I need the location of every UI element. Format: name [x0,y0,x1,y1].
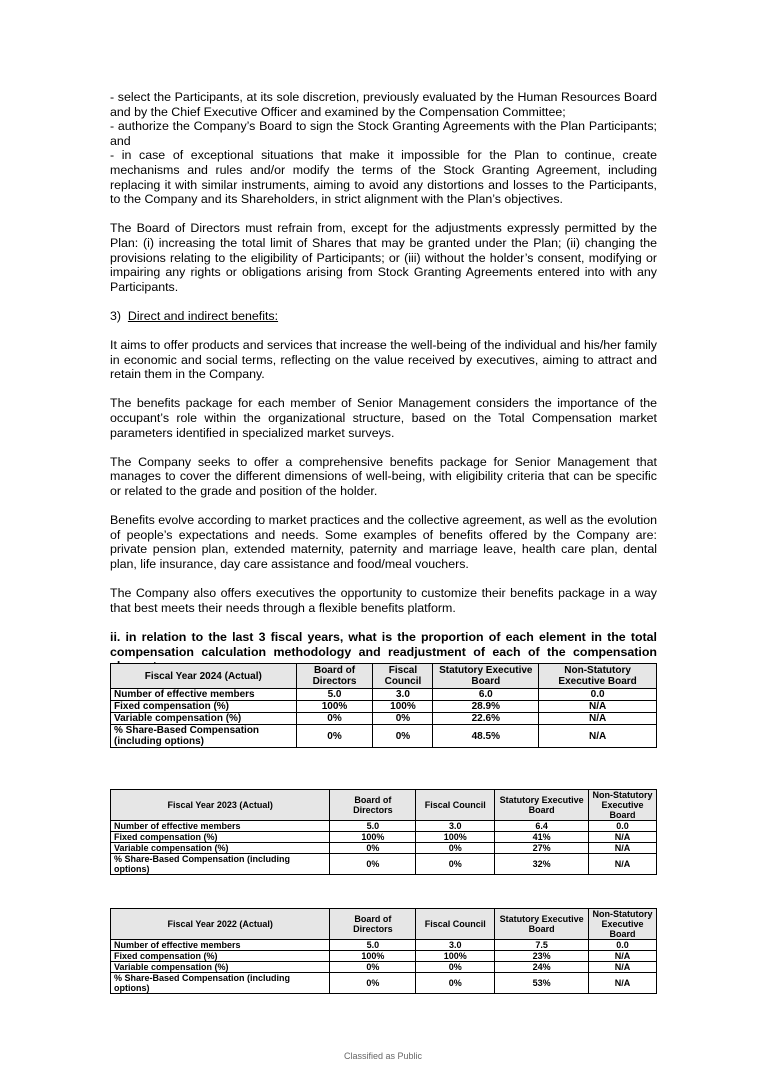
row-label: Variable compensation (%) [111,962,330,973]
row-label: Fixed compensation (%) [111,832,330,843]
cell: N/A [589,854,657,875]
paragraph-benefits-evolution: Benefits evolve according to market practices and the collective agreement, as well as the evolution of people’s expectations and needs. Some examples of benefits offered by the Company are: private pension plan, extended maternity, paternity and marriage leave, health care plan, dental plan, life insurance, day care assistance and food/meal vouchers. [110,513,657,571]
cell: 7.5 [495,940,589,951]
bullet-exceptional-situations: - in case of exceptional situations that make it impossible for the Plan to continue, create mechanisms and rules and/or modify the terms of the Stock Granting Agreement, including replacing it with similar instruments, aiming to avoid any distortions and losses to the Participants, to the Company and its Shareholders, in strict alignment with the Plan’s objectives. [110,148,657,207]
cell: 41% [495,832,589,843]
header-statutory-board: Statutory Executive Board [495,909,589,940]
document-body [110,90,657,674]
header-non-statutory-board: Non-Statutory Executive Board [539,664,657,689]
header-fiscal-council: Fiscal Council [416,909,495,940]
cell: 24% [495,962,589,973]
cell: N/A [589,973,657,994]
header-fiscal-year: Fiscal Year 2023 (Actual) [111,790,330,821]
cell: 0% [416,973,495,994]
cell: 23% [495,951,589,962]
cell: 100% [330,951,416,962]
cell: 100% [330,832,416,843]
table-fy2023 [110,789,657,875]
cell: N/A [589,843,657,854]
section-heading [110,309,657,324]
cell: 27% [495,843,589,854]
header-fiscal-year: Fiscal Year 2022 (Actual) [111,909,330,940]
header-non-statutory-board: Non-Statutory Executive Board [589,790,657,821]
cell: 0.0 [589,821,657,832]
cell: N/A [539,713,657,725]
table-fy2024-wrapper [110,663,657,748]
cell: 0.0 [589,940,657,951]
table-row [111,725,657,748]
cell: 0% [416,843,495,854]
cell: 0% [330,973,416,994]
header-board-of-directors: Board of Directors [330,790,416,821]
table-fy2022-wrapper [110,908,657,994]
row-label: Number of effective members [111,821,330,832]
bullet-authorize-board: - authorize the Company’s Board to sign the Stock Granting Agreements with the Plan Participants; and [110,119,657,148]
cell: 3.0 [373,689,433,701]
row-label: Variable compensation (%) [111,713,297,725]
cell: N/A [539,701,657,713]
question-heading: ii. in relation to the last 3 fiscal years, what is the proportion of each element in the total compensation calculation methodology and readjustment of each of the compensation [110,629,657,659]
row-label: Number of effective members [111,689,297,701]
row-label: % Share-Based Compensation (including options) [111,725,297,748]
table-fy2022 [110,908,657,994]
header-fiscal-council: Fiscal Council [373,664,433,689]
row-label: Number of effective members [111,940,330,951]
cell: 48.5% [433,725,539,748]
cell: N/A [589,832,657,843]
cell: N/A [589,962,657,973]
classification-footer: Classified as Public [343,1051,423,1061]
table-row [111,951,657,962]
cell: 100% [416,951,495,962]
table-header-row [111,790,657,821]
table-row [111,843,657,854]
table-row [111,701,657,713]
table-row [111,854,657,875]
paragraph-comprehensive-package: The Company seeks to offer a comprehensive benefits package for Senior Management that manages to cover the different dimensions of well-being, with eligibility criteria that can be specific or related to the grade and position of the holder. [110,454,657,499]
cell: N/A [539,725,657,748]
header-fiscal-year: Fiscal Year 2024 (Actual) [111,664,297,689]
cell: 0% [330,962,416,973]
section-number: 3) [110,308,122,323]
cell: 100% [416,832,495,843]
paragraph-benefits-package: The benefits package for each member of Senior Management considers the importance of the occupant’s role within the organizational structure, based on the Total Compensation market parameters identified in specialized market surveys. [110,396,657,440]
cell: 5.0 [330,940,416,951]
cell: 28.9% [433,701,539,713]
row-label: % Share-Based Compensation (including options) [111,854,330,875]
bullet-select-participants: - select the Participants, at its sole discretion, previously evaluated by the Human Resources Board and by the Chief Executive Officer and examined by the Compensation Committee; [110,90,657,119]
cell: 6.4 [495,821,589,832]
cell: 0% [296,713,373,725]
header-fiscal-council: Fiscal Council [416,790,495,821]
cell: 53% [495,973,589,994]
section-title: Direct and indirect benefits: [127,308,279,323]
paragraph-board-restrictions: The Board of Directors must refrain from, except for the adjustments expressly permitted by the Plan: (i) increasing the total limit of Shares that may be granted under the Plan; (ii) changing the provisions relating to the eligibility of Participants; or (iii) without the holder’s consent, modifying or impairing any rights or obligations arising from Stock Granting Agreements entered into with any Participants. [110,221,657,294]
paragraph-flexible-platform: The Company also offers executives the opportunity to customize their benefits package in a way that best meets their needs through a flexible benefits platform. [110,586,657,615]
header-board-of-directors: Board of Directors [330,909,416,940]
cell: 6.0 [433,689,539,701]
table-row [111,940,657,951]
table-row [111,821,657,832]
cell: 22.6% [433,713,539,725]
header-board-of-directors: Board of Directors [296,664,373,689]
cell: 0% [296,725,373,748]
cell: 0.0 [539,689,657,701]
header-statutory-board: Statutory Executive Board [495,790,589,821]
table-row [111,962,657,973]
cell: 3.0 [416,940,495,951]
row-label: Fixed compensation (%) [111,701,297,713]
table-row [111,713,657,725]
cell: 5.0 [296,689,373,701]
cell: 100% [296,701,373,713]
row-label: Variable compensation (%) [111,843,330,854]
table-fy2023-wrapper [110,789,657,875]
cell: 0% [416,854,495,875]
cell: N/A [589,951,657,962]
cell: 5.0 [330,821,416,832]
cell: 0% [373,725,433,748]
cell: 3.0 [416,821,495,832]
table-row [111,973,657,994]
table-row [111,832,657,843]
table-header-row [111,664,657,689]
cell: 0% [373,713,433,725]
table-row [111,689,657,701]
header-statutory-board: Statutory Executive Board [433,664,539,689]
cell: 0% [416,962,495,973]
row-label: Fixed compensation (%) [111,951,330,962]
cell: 0% [330,843,416,854]
cell: 100% [373,701,433,713]
header-non-statutory-board: Non-Statutory Executive Board [589,909,657,940]
cell: 0% [330,854,416,875]
table-header-row [111,909,657,940]
row-label: % Share-Based Compensation (including options) [111,973,330,994]
cell: 32% [495,854,589,875]
paragraph-benefits-aim: It aims to offer products and services that increase the well-being of the individual and his/her family in economic and social terms, reflecting on the value received by executives, aiming to attract and retain them in the Company. [110,338,657,382]
table-fy2024 [110,663,657,748]
